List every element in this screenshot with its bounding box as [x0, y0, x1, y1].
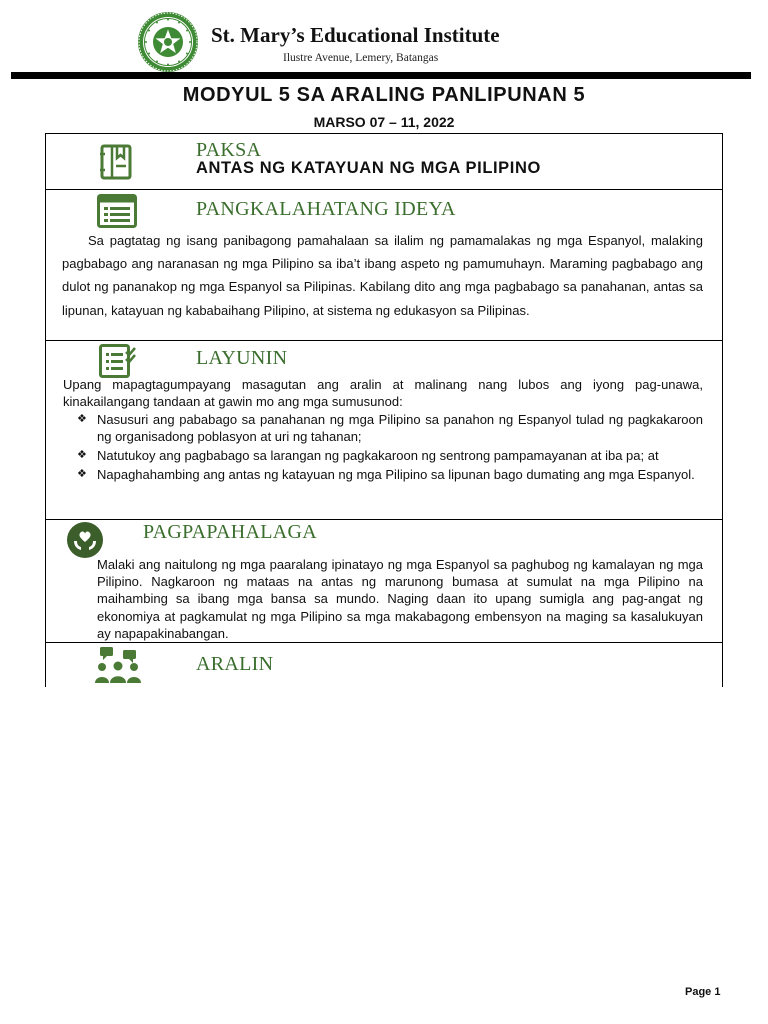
page-number: Page 1 [685, 986, 721, 998]
list-item: ❖ Natutukoy ang pagbabago sa larangan ng pagkakaroon ng sentrong pampamayanan at iba pa; at [77, 448, 659, 463]
diamond-bullet-icon: ❖ [77, 413, 87, 425]
objectives-heading: LAYUNIN [196, 347, 288, 369]
main-idea-section [45, 189, 723, 341]
objectives-intro: Upang mapagtagumpayang masagutan ang aralin at malinang nang lubos ang iyong pag-unawa, kinakailangang tandaan at gawin mo ang mga sumusunod: [63, 377, 703, 409]
lesson-heading: ARALIN [196, 653, 274, 675]
checklist-icon [99, 344, 139, 378]
list-item: ❖ Nasusuri ang pababago sa panahanan ng mga Pilipino sa panahon ng Espanyol tulad ng pagkakaroon ng organisadong poblasyon at uri ng tahanan; [77, 412, 703, 444]
heart-hands-icon [65, 522, 105, 558]
main-idea-heading: PANGKALAHATANG IDEYA [196, 198, 456, 220]
objectives-list [63, 411, 703, 485]
topic-heading: PAKSA [196, 139, 262, 161]
school-seal-icon [137, 11, 199, 73]
values-text: Malaki ang naitulong ng mga paaralang ipinatayo ng mga Espanyol sa paghubog ng kamalayan ng mga Pilipino. Nagkaroon ng mataas na antas ng marunong bumasa at sumulat na mga Pilipino na maihambing sa ibang mga bansa sa mundo. Naging daan ito upang sumigla ang pag-angat ng ekonomiya at pagkamulat ng mga Pilipino sa mga makabagong embensyon na maging sa kasalukuyan ay napapakinabangan. [97, 557, 703, 641]
header-divider [11, 72, 751, 79]
values-heading: PAGPAPAHALAGA [143, 521, 317, 543]
module-title: MODYUL 5 SA ARALING PANLIPUNAN 5 [182, 84, 586, 106]
group-discussion-icon [94, 646, 142, 684]
diamond-bullet-icon: ❖ [77, 449, 87, 461]
module-date: MARSO 07 – 11, 2022 [313, 114, 455, 130]
objectives-section [45, 340, 723, 520]
values-section [45, 519, 723, 643]
book-icon [99, 144, 133, 180]
school-address: Ilustre Avenue, Lemery, Batangas [283, 52, 439, 64]
school-name: St. Mary’s Educational Institute [211, 23, 500, 47]
topic-title: ANTAS NG KATAYUAN NG MGA PILIPINO [196, 159, 541, 177]
lesson-section [45, 642, 723, 687]
main-idea-text: Sa pagtatag ng isang panibagong pamahalaan sa ilalim ng pamamalakas ng mga Espanyol, malaking pagbabago ang naranasan ng mga Pilipino sa iba’t ibang aspeto ng pamumuhayn. Maraming pagbabago ang dulot ng pananakop ng mga Espanyol sa Pilipinas. Kabilang dito ang mga pagbabago sa panahanan, antas sa lipunan, katayuan ng kababaihang Pilipino, at sistema ng edukasyon sa Pilipinas. [62, 233, 703, 318]
document-header [0, 0, 768, 80]
document-lines-icon [97, 194, 137, 228]
list-item: ❖ Napaghahambing ang antas ng katayuan ng mga Pilipino sa lipunan bago dumating ang mga Espanyol. [77, 467, 695, 482]
topic-section [45, 133, 723, 190]
diamond-bullet-icon: ❖ [77, 468, 87, 480]
